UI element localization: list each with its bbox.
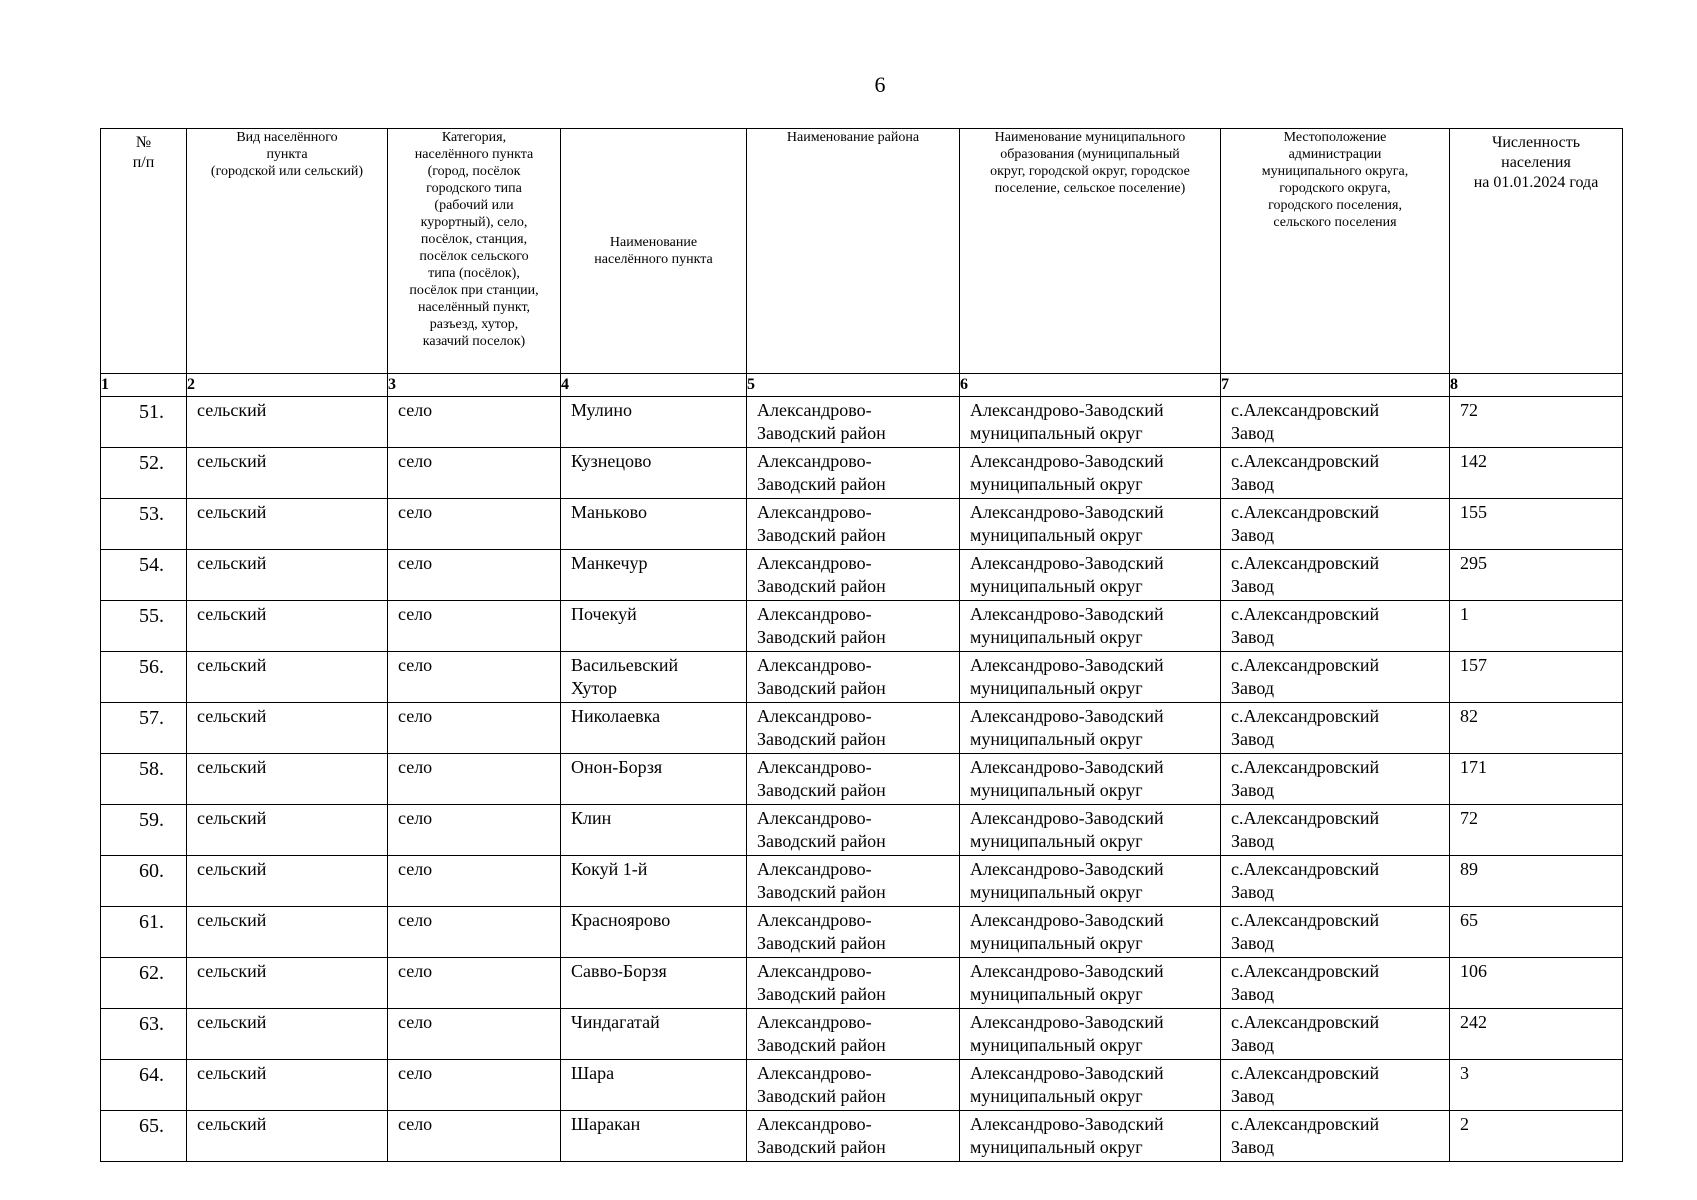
cell-row-number: 57. (101, 703, 187, 754)
cell-population: 155 (1450, 499, 1623, 550)
cell-municipality: Александрово-Заводский муниципальный округ (960, 499, 1221, 550)
cell-administration-location: с.Александровский Завод (1221, 754, 1450, 805)
header-cell-number: № п/п (101, 129, 187, 374)
cell-settlement-name: Манкечур (561, 550, 747, 601)
cell-administration-location: с.Александровский Завод (1221, 805, 1450, 856)
cell-municipality: Александрово-Заводский муниципальный округ (960, 397, 1221, 448)
cell-category: село (388, 1060, 561, 1111)
cell-municipality: Александрово-Заводский муниципальный округ (960, 958, 1221, 1009)
cell-category: село (388, 907, 561, 958)
cell-district: Александрово- Заводский район (747, 1060, 960, 1111)
cell-row-number: 60. (101, 856, 187, 907)
cell-settlement-name: Краснoярово (561, 907, 747, 958)
header-cell-settlement-name: Наименование населённого пункта (561, 129, 747, 374)
table-row (101, 958, 1623, 1009)
cell-district: Александрово- Заводский район (747, 652, 960, 703)
cell-row-number: 53. (101, 499, 187, 550)
cell-municipality: Александрово-Заводский муниципальный округ (960, 805, 1221, 856)
cell-administration-location: с.Александровский Завод (1221, 703, 1450, 754)
cell-category: село (388, 958, 561, 1009)
cell-category: село (388, 448, 561, 499)
cell-administration-location: с.Александровский Завод (1221, 958, 1450, 1009)
table-row (101, 652, 1623, 703)
cell-district: Александрово- Заводский район (747, 958, 960, 1009)
cell-population: 157 (1450, 652, 1623, 703)
cell-population: 2 (1450, 1111, 1623, 1162)
column-number-cell: 2 (187, 374, 388, 397)
cell-row-number: 56. (101, 652, 187, 703)
cell-administration-location: с.Александровский Завод (1221, 448, 1450, 499)
cell-settlement-name: Кузнецово (561, 448, 747, 499)
cell-district: Александрово- Заводский район (747, 856, 960, 907)
table-row (101, 1009, 1623, 1060)
cell-row-number: 55. (101, 601, 187, 652)
cell-settlement-type: сельский (187, 448, 388, 499)
cell-district: Александрово- Заводский район (747, 397, 960, 448)
cell-row-number: 64. (101, 1060, 187, 1111)
cell-settlement-type: сельский (187, 703, 388, 754)
cell-row-number: 62. (101, 958, 187, 1009)
cell-settlement-type: сельский (187, 805, 388, 856)
cell-category: село (388, 397, 561, 448)
cell-row-number: 65. (101, 1111, 187, 1162)
column-number-cell: 3 (388, 374, 561, 397)
cell-settlement-type: сельский (187, 754, 388, 805)
cell-settlement-type: сельский (187, 1111, 388, 1162)
header-cell-settlement-type: Вид населённого пункта (городской или сельский) (187, 129, 388, 374)
cell-category: село (388, 499, 561, 550)
cell-population: 242 (1450, 1009, 1623, 1060)
cell-row-number: 52. (101, 448, 187, 499)
cell-row-number: 63. (101, 1009, 187, 1060)
cell-population: 295 (1450, 550, 1623, 601)
cell-district: Александрово- Заводский район (747, 550, 960, 601)
cell-population: 142 (1450, 448, 1623, 499)
cell-municipality: Александрово-Заводский муниципальный округ (960, 1009, 1221, 1060)
cell-population: 171 (1450, 754, 1623, 805)
cell-municipality: Александрово-Заводский муниципальный округ (960, 1111, 1221, 1162)
cell-category: село (388, 1009, 561, 1060)
cell-population: 1 (1450, 601, 1623, 652)
cell-population: 89 (1450, 856, 1623, 907)
cell-district: Александрово- Заводский район (747, 499, 960, 550)
cell-settlement-name: Онон-Борзя (561, 754, 747, 805)
table-row (101, 601, 1623, 652)
cell-category: село (388, 550, 561, 601)
cell-municipality: Александрово-Заводский муниципальный округ (960, 652, 1221, 703)
cell-administration-location: с.Александровский Завод (1221, 1009, 1450, 1060)
cell-row-number: 54. (101, 550, 187, 601)
cell-row-number: 59. (101, 805, 187, 856)
cell-settlement-type: сельский (187, 856, 388, 907)
cell-row-number: 51. (101, 397, 187, 448)
cell-municipality: Александрово-Заводский муниципальный округ (960, 448, 1221, 499)
cell-category: село (388, 601, 561, 652)
cell-settlement-name: Маньково (561, 499, 747, 550)
cell-settlement-name: Шаракан (561, 1111, 747, 1162)
table-row (101, 1060, 1623, 1111)
cell-settlement-name: Почекуй (561, 601, 747, 652)
header-cell-administration-location: Местоположение администрации муниципального округа, городского округа, городского поселения, сельского поселения (1221, 129, 1450, 374)
table-row (101, 805, 1623, 856)
table-row (101, 856, 1623, 907)
cell-settlement-name: Шара (561, 1060, 747, 1111)
cell-settlement-name: Савво-Борзя (561, 958, 747, 1009)
cell-municipality: Александрово-Заводский муниципальный округ (960, 550, 1221, 601)
table-row (101, 754, 1623, 805)
column-number-cell: 8 (1450, 374, 1623, 397)
cell-row-number: 61. (101, 907, 187, 958)
table-row (101, 550, 1623, 601)
cell-category: село (388, 754, 561, 805)
cell-settlement-type: сельский (187, 550, 388, 601)
column-number-cell: 6 (960, 374, 1221, 397)
cell-settlement-name: Мулино (561, 397, 747, 448)
cell-district: Александрово- Заводский район (747, 907, 960, 958)
cell-settlement-name: Кокуй 1-й (561, 856, 747, 907)
cell-administration-location: с.Александровский Завод (1221, 499, 1450, 550)
table-body (101, 397, 1623, 1162)
column-number-row (101, 374, 1623, 397)
cell-category: село (388, 1111, 561, 1162)
cell-settlement-name: Клин (561, 805, 747, 856)
settlements-table (100, 128, 1623, 1162)
column-number-cell: 4 (561, 374, 747, 397)
cell-settlement-type: сельский (187, 499, 388, 550)
cell-municipality: Александрово-Заводский муниципальный округ (960, 1060, 1221, 1111)
table-row (101, 448, 1623, 499)
header-cell-municipality: Наименование муниципального образования (муниципальный округ, городской округ, городское поселение, сельское поселение) (960, 129, 1221, 374)
cell-municipality: Александрово-Заводский муниципальный округ (960, 703, 1221, 754)
cell-district: Александрово- Заводский район (747, 805, 960, 856)
cell-municipality: Александрово-Заводский муниципальный округ (960, 907, 1221, 958)
cell-population: 72 (1450, 805, 1623, 856)
column-number-cell: 7 (1221, 374, 1450, 397)
cell-district: Александрово- Заводский район (747, 448, 960, 499)
table-row (101, 907, 1623, 958)
cell-population: 65 (1450, 907, 1623, 958)
cell-administration-location: с.Александровский Завод (1221, 1111, 1450, 1162)
cell-settlement-name: Васильевский Хутор (561, 652, 747, 703)
cell-administration-location: с.Александровский Завод (1221, 1060, 1450, 1111)
header-cell-district: Наименование района (747, 129, 960, 374)
cell-category: село (388, 703, 561, 754)
cell-settlement-type: сельский (187, 652, 388, 703)
cell-district: Александрово- Заводский район (747, 601, 960, 652)
cell-municipality: Александрово-Заводский муниципальный округ (960, 754, 1221, 805)
cell-settlement-type: сельский (187, 601, 388, 652)
cell-administration-location: с.Александровский Завод (1221, 601, 1450, 652)
cell-settlement-type: сельский (187, 1009, 388, 1060)
cell-district: Александрово- Заводский район (747, 703, 960, 754)
cell-row-number: 58. (101, 754, 187, 805)
table-row (101, 703, 1623, 754)
cell-administration-location: с.Александровский Завод (1221, 907, 1450, 958)
cell-settlement-type: сельский (187, 397, 388, 448)
cell-settlement-type: сельский (187, 1060, 388, 1111)
header-cell-population: Численность населения на 01.01.2024 года (1450, 129, 1623, 374)
cell-population: 3 (1450, 1060, 1623, 1111)
cell-settlement-name: Николаевка (561, 703, 747, 754)
cell-district: Александрово- Заводский район (747, 1111, 960, 1162)
cell-settlement-name: Чиндагатай (561, 1009, 747, 1060)
cell-administration-location: с.Александровский Завод (1221, 397, 1450, 448)
cell-district: Александрово- Заводский район (747, 754, 960, 805)
cell-settlement-type: сельский (187, 958, 388, 1009)
table-row (101, 499, 1623, 550)
cell-category: село (388, 805, 561, 856)
cell-municipality: Александрово-Заводский муниципальный округ (960, 856, 1221, 907)
cell-settlement-type: сельский (187, 907, 388, 958)
table-header (101, 129, 1623, 397)
column-number-cell: 1 (101, 374, 187, 397)
cell-district: Александрово- Заводский район (747, 1009, 960, 1060)
header-cell-category: Категория, населённого пункта (город, посёлок городского типа (рабочий или курортный), село, посёлок, станция, посёлок сельского типа (посёлок), посёлок при станции, населённый пункт, разъезд, хутор, казачий поселок) (388, 129, 561, 374)
cell-administration-location: с.Александровский Завод (1221, 856, 1450, 907)
cell-category: село (388, 652, 561, 703)
cell-population: 106 (1450, 958, 1623, 1009)
column-number-cell: 5 (747, 374, 960, 397)
cell-municipality: Александрово-Заводский муниципальный округ (960, 601, 1221, 652)
table-row (101, 397, 1623, 448)
cell-administration-location: с.Александровский Завод (1221, 652, 1450, 703)
cell-population: 72 (1450, 397, 1623, 448)
page-number: 6 (874, 72, 886, 97)
cell-population: 82 (1450, 703, 1623, 754)
cell-administration-location: с.Александровский Завод (1221, 550, 1450, 601)
cell-category: село (388, 856, 561, 907)
table-row (101, 1111, 1623, 1162)
